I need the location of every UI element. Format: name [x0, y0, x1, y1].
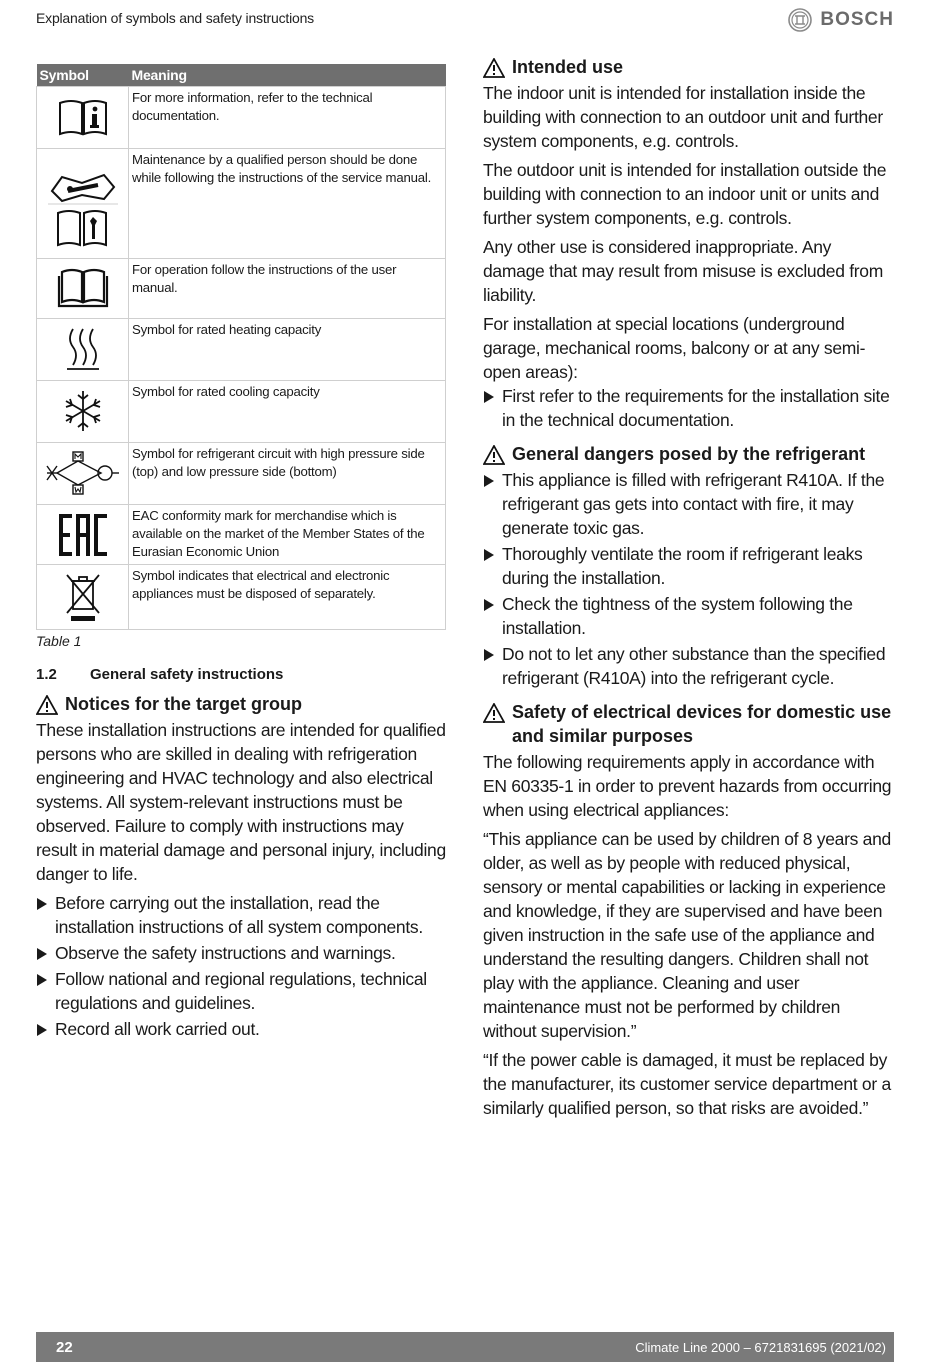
paragraph: Any other use is considered inappropriate. Any damage that may result from misuse is excluded from liability.: [483, 237, 884, 305]
meaning-cell: Maintenance by a qualified person should be done while following the instructions of the service manual.: [129, 148, 446, 258]
symbol-cell: [37, 564, 129, 629]
table-row: [37, 86, 446, 148]
list-item: [36, 891, 448, 939]
info-book-icon: [57, 97, 109, 137]
list-item: [36, 967, 448, 1015]
refrigerant-list: [483, 468, 895, 690]
table-row: [37, 504, 446, 564]
left-column: [36, 692, 448, 1049]
meaning-cell: Symbol for refrigerant circuit with high pressure side (top) and low pressure side (bottom): [129, 442, 446, 504]
warning-icon: [483, 58, 505, 78]
document-id: Climate Line 2000 – 6721831695 (2021/02): [635, 1339, 886, 1355]
table-header-symbol: Symbol: [37, 64, 129, 86]
symbol-cell: [37, 442, 129, 504]
bullet-arrow-icon: [484, 475, 494, 487]
heading-text: Intended use: [512, 57, 624, 77]
warning-icon: [483, 703, 505, 723]
user-manual-icon: [57, 266, 109, 310]
list-item: [483, 642, 895, 690]
page-number: 22: [56, 1338, 73, 1356]
bullet-arrow-icon: [484, 599, 494, 611]
refrigerant-block: [483, 442, 895, 690]
table-row: [37, 148, 446, 258]
heading-text: Safety of electrical devices for domestic use: [512, 702, 892, 722]
paragraph: “If the power cable is damaged, it must be replaced by the manufacturer, its customer service department or a similarly qualified person, so that risks are avoided.”: [483, 1050, 891, 1118]
bosch-logo-icon: [788, 8, 812, 32]
brand: [788, 8, 894, 32]
bullet-arrow-icon: [484, 549, 494, 561]
heading-text: Notices for the target group: [65, 694, 303, 714]
symbol-cell: [37, 380, 129, 442]
brand-name: BOSCH: [820, 9, 894, 30]
meaning-cell: EAC conformity mark for merchandise which is available on the market of the Member States of the Eurasian Economic Union: [129, 504, 446, 564]
bullet-arrow-icon: [37, 948, 47, 960]
list-item: [483, 592, 895, 640]
paragraph: For installation at special locations (underground garage, mechanical rooms, balcony or at any semi-open areas):: [483, 314, 866, 382]
heading-target-group: [36, 692, 448, 716]
intended-use-list: [483, 384, 895, 432]
list-item-text: Do not to let any other substance than the specified refrigerant (R410A) into the refrigerant cycle.: [502, 644, 886, 688]
symbol-cell: [37, 86, 129, 148]
weee-bin-icon: [63, 571, 103, 623]
table-caption: Table 1: [36, 633, 82, 649]
list-item: [36, 1017, 448, 1041]
cooling-snowflake-icon: [61, 387, 105, 435]
meaning-cell: For operation follow the instructions of the user manual.: [129, 258, 446, 318]
list-item: [483, 384, 895, 432]
heating-icon: [63, 325, 103, 373]
page-footer: [36, 1332, 894, 1362]
right-column: [483, 55, 895, 1130]
target-group-paragraph: These installation instructions are intended for qualified persons who are skilled in dealing with refrigeration engineering and HVAC technology and also electrical systems. All system-relevant instructions must be observed. Failure to comply with instructions may result in material damage and personal injury, including danger to life.: [36, 720, 446, 884]
list-item: [483, 542, 895, 590]
list-item: [36, 941, 448, 965]
paragraph: The following requirements apply in accordance with EN 60335-1 in order to prevent hazards from occurring when using electrical appliances:: [483, 752, 892, 820]
symbol-cell: [37, 148, 129, 258]
target-group-list: [36, 891, 448, 1041]
meaning-cell: Symbol for rated heating capacity: [129, 318, 446, 380]
bullet-arrow-icon: [37, 974, 47, 986]
paragraph: The indoor unit is intended for installation inside the building with connection to an outdoor unit and further system components, e.g. controls.: [483, 83, 883, 151]
bullet-arrow-icon: [37, 898, 47, 910]
meaning-cell: Symbol indicates that electrical and electronic appliances must be disposed of separately.: [129, 564, 446, 629]
heading-text: and similar purposes: [512, 726, 694, 746]
refrigerant-circuit-icon: [43, 448, 123, 498]
list-item-text: Check the tightness of the system following the installation.: [502, 594, 853, 638]
bullet-arrow-icon: [37, 1024, 47, 1036]
list-item-text: Record all work carried out.: [55, 1019, 260, 1039]
symbol-table: [36, 64, 446, 630]
list-item-text: Follow national and regional regulations, technical regulations and guidelines.: [55, 969, 427, 1013]
intended-use-block: [483, 55, 895, 432]
list-item-text: This appliance is filled with refrigerant R410A. If the refrigerant gas gets into contact with fire, it may generate toxic gas.: [502, 470, 885, 538]
table-header-meaning: Meaning: [129, 64, 446, 86]
heading-electrical: [483, 700, 895, 748]
heading-text: General dangers posed by the refrigerant: [512, 444, 866, 464]
paragraph: “This appliance can be used by children of 8 years and older, as well as by people with reduced physical, sensory or mental capabilities or lacking in experience and knowledge, if they are supervised and have been given instruction in the safe use of the appliance and understand the resulting dangers. Children shall not play with the appliance. Cleaning and user maintenance must not be performed by children without supervision.”: [483, 829, 891, 1041]
eac-mark-icon: [55, 510, 111, 558]
table-row: [37, 442, 446, 504]
meaning-cell: For more information, refer to the technical documentation.: [129, 86, 446, 148]
table-row: [37, 318, 446, 380]
table-row: [37, 564, 446, 629]
service-manual-icon: [48, 153, 118, 253]
table-row: [37, 258, 446, 318]
section-title: General safety instructions: [90, 666, 284, 683]
list-item-text: First refer to the requirements for the installation site in the technical documentation.: [502, 386, 890, 430]
electrical-block: [483, 700, 895, 1120]
section-number: 1.2: [36, 666, 57, 683]
paragraph: The outdoor unit is intended for installation outside the building with connection to an indoor unit or units and further system components, e.g. controls.: [483, 160, 887, 228]
warning-icon: [483, 445, 505, 465]
list-item-text: Thoroughly ventilate the room if refrigerant leaks during the installation.: [502, 544, 863, 588]
list-item: [483, 468, 895, 540]
list-item-text: Before carrying out the installation, read the installation instructions of all system components.: [55, 893, 423, 937]
heading-refrigerant: [483, 442, 895, 466]
symbol-cell: [37, 318, 129, 380]
bullet-arrow-icon: [484, 649, 494, 661]
list-item-text: Observe the safety instructions and warnings.: [55, 943, 396, 963]
warning-icon: [36, 695, 58, 715]
table-row: [37, 380, 446, 442]
bullet-arrow-icon: [484, 391, 494, 403]
heading-intended-use: [483, 55, 895, 79]
symbol-cell: [37, 258, 129, 318]
section-heading: [36, 666, 283, 683]
page-header-title: Explanation of symbols and safety instructions: [36, 10, 314, 26]
symbol-cell: [37, 504, 129, 564]
meaning-cell: Symbol for rated cooling capacity: [129, 380, 446, 442]
